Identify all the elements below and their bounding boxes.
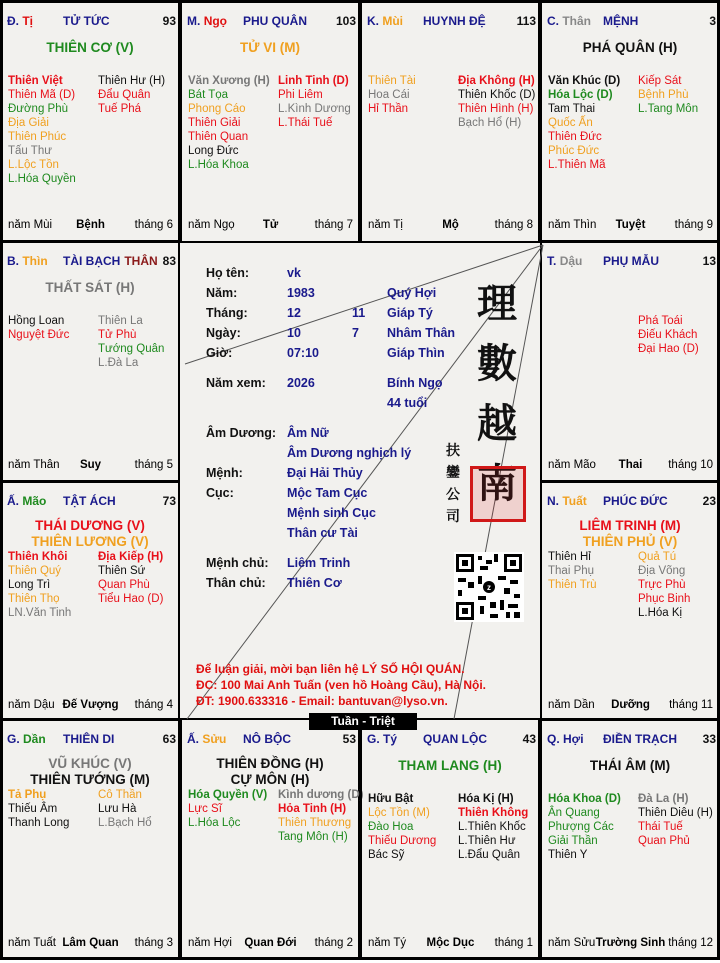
branch-name: Hợi bbox=[563, 732, 584, 746]
month-label: tháng 10 bbox=[668, 459, 713, 471]
month-label: Tháng: bbox=[206, 306, 248, 320]
stem-code: Q. bbox=[547, 732, 560, 746]
star: Tướng Quân bbox=[98, 343, 165, 355]
star: Địa Không (H) bbox=[458, 75, 535, 87]
star: Đào Hoa bbox=[368, 821, 414, 833]
month-label: tháng 5 bbox=[134, 459, 173, 471]
hour-label: Giờ: bbox=[206, 346, 233, 360]
star: Phúc Đức bbox=[548, 145, 600, 157]
palace-name: MỆNH bbox=[603, 14, 639, 28]
stem-code: G. bbox=[7, 732, 20, 746]
hour-value: 07:10 bbox=[287, 346, 319, 360]
palace-age-number: 23 bbox=[702, 494, 716, 508]
star: Hồng Loan bbox=[8, 315, 65, 327]
center-info-panel bbox=[184, 244, 542, 721]
branch-name: Mão bbox=[22, 494, 47, 508]
star: Quan Phù bbox=[98, 579, 150, 591]
year-label: năm Tý bbox=[368, 937, 407, 949]
life-phase: Suy bbox=[79, 459, 102, 471]
cuc-value: Mộc Tam Cục bbox=[287, 486, 368, 500]
calligraphy-logo: 理數越南 bbox=[477, 280, 517, 507]
contact-phone-email: ĐT: 1900.633316 - Email: bantuvan@lyso.vn. bbox=[196, 694, 448, 708]
life-phase: Thai bbox=[618, 459, 643, 471]
branch-name: Ngọ bbox=[203, 14, 228, 28]
star: Kiếp Sát bbox=[638, 75, 682, 87]
star: Thiên La bbox=[98, 315, 143, 327]
star: Thiên Sứ bbox=[98, 565, 146, 577]
star: Bác Sỹ bbox=[368, 849, 405, 861]
branch-name: Tý bbox=[383, 732, 398, 746]
stem-code: M. bbox=[187, 14, 201, 28]
star: L.Kình Dương bbox=[278, 103, 351, 115]
stem-code: Ấ. bbox=[7, 494, 19, 508]
life-phase: Mộ bbox=[442, 219, 459, 231]
month-label: tháng 9 bbox=[674, 219, 713, 231]
stem-code: T. bbox=[547, 254, 557, 268]
palace-age-number: 63 bbox=[162, 732, 176, 746]
tuan-triet-label: Tuần - Triệt bbox=[309, 713, 417, 730]
star: Văn Xương (H) bbox=[188, 75, 270, 87]
star: L.Thiên Mã bbox=[548, 159, 606, 171]
hour-can-chi: Giáp Thìn bbox=[387, 346, 445, 360]
destiny-label: Mệnh: bbox=[206, 466, 243, 480]
branch-name: Dần bbox=[23, 732, 46, 746]
stem-code: N. bbox=[547, 494, 559, 508]
branch-name: Dậu bbox=[559, 254, 583, 268]
star: Thiên Không bbox=[458, 807, 529, 819]
star: Lưu Hà bbox=[98, 803, 137, 815]
palace-name: HUYNH ĐỆ bbox=[423, 14, 486, 28]
life-phase: Bệnh bbox=[76, 219, 105, 231]
star: Tam Thai bbox=[548, 103, 596, 115]
view-year-label: Năm xem: bbox=[206, 376, 266, 390]
star: Tấu Thư bbox=[8, 145, 52, 157]
palace-name: TÀI BẠCH bbox=[63, 254, 121, 268]
palace-age-number: 33 bbox=[702, 732, 716, 746]
main-star: THIÊN CƠ (V) bbox=[46, 40, 134, 55]
main-star: LIÊM TRINH (M) bbox=[579, 518, 681, 533]
main-star: THÁI DƯƠNG (V) bbox=[35, 518, 145, 533]
qr-code-icon bbox=[454, 552, 524, 622]
star: Linh Tinh (D) bbox=[278, 75, 349, 87]
star: Thiên Diêu (H) bbox=[638, 807, 713, 819]
star: Giải Thần bbox=[548, 835, 598, 847]
palace-name: NÔ BỘC bbox=[243, 732, 291, 746]
star: Long Đức bbox=[188, 145, 239, 157]
palace-age-number: 3 bbox=[709, 14, 716, 28]
main-star: THIÊN ĐỒNG (H) bbox=[216, 756, 324, 771]
star: Hỏa Tinh (H) bbox=[278, 803, 347, 815]
palace-name: TẬT ÁCH bbox=[63, 494, 116, 508]
year-label: năm Mão bbox=[548, 459, 596, 471]
view-year-can-chi: Bính Ngọ bbox=[387, 376, 443, 390]
star: Thiên Khốc (D) bbox=[458, 89, 536, 101]
star: L.Đà La bbox=[98, 357, 139, 369]
star: Phi Liêm bbox=[278, 89, 323, 101]
life-phase: Dưỡng bbox=[611, 699, 650, 711]
star: Hóa Lộc (D) bbox=[548, 89, 613, 101]
star: Đà La (H) bbox=[638, 793, 689, 805]
palace-age-number: 53 bbox=[342, 732, 356, 746]
star: Trực Phù bbox=[638, 579, 686, 591]
star: Thiên Hư (H) bbox=[98, 75, 166, 87]
main-star: THÁI ÂM (M) bbox=[589, 758, 671, 773]
star: Hóa Kị (H) bbox=[458, 793, 514, 805]
month-can-chi: Giáp Tý bbox=[387, 306, 433, 320]
calligraphy-small: 扶鑾公司 bbox=[446, 443, 460, 525]
star: Thiên Quý bbox=[8, 565, 62, 577]
stem-code: K. bbox=[367, 14, 379, 28]
age-value: 44 tuổi bbox=[387, 396, 428, 410]
star: Đại Hao (D) bbox=[638, 343, 699, 355]
palace-name: QUAN LỘC bbox=[423, 732, 487, 746]
star: Thai Phụ bbox=[548, 565, 595, 577]
palace-age-number: 83 bbox=[162, 254, 176, 268]
star: Hỉ Thần bbox=[368, 103, 409, 115]
star: Thái Tuế bbox=[638, 821, 683, 833]
star: Thiên Thương bbox=[278, 817, 352, 829]
star: Quan Phủ bbox=[638, 835, 690, 847]
star: Thiên Quan bbox=[188, 131, 249, 143]
palace-name: PHU QUÂN bbox=[243, 14, 308, 28]
star: L.Hóa Quyền bbox=[8, 173, 76, 185]
star: Bệnh Phù bbox=[638, 89, 689, 101]
star: L.Hóa Khoa bbox=[188, 159, 249, 171]
star: Thiếu Dương bbox=[368, 835, 437, 847]
destiny-value: Đại Hải Thủy bbox=[287, 466, 363, 480]
branch-name: Tị bbox=[22, 14, 34, 28]
star: Thiên Y bbox=[548, 849, 588, 861]
star: Thiên Phúc bbox=[8, 131, 67, 143]
month-label: tháng 4 bbox=[134, 699, 173, 711]
year-label: năm Tị bbox=[368, 219, 403, 231]
year-value: 1983 bbox=[287, 286, 315, 300]
star: Phong Cáo bbox=[188, 103, 246, 115]
star: Tang Môn (H) bbox=[278, 831, 348, 843]
year-label: năm Sửu bbox=[548, 937, 596, 949]
life-phase: Tuyệt bbox=[615, 219, 646, 231]
red-seal-icon bbox=[470, 466, 526, 522]
main-star: TỬ VI (M) bbox=[240, 40, 300, 55]
star: Quốc Ấn bbox=[548, 117, 593, 129]
year-can-chi: Quý Hợi bbox=[387, 286, 437, 300]
star: Hoa Cái bbox=[368, 89, 410, 101]
palace-name: TỬ TỨC bbox=[63, 14, 110, 28]
star: LN.Văn Tinh bbox=[8, 607, 72, 619]
star: Địa Kiếp (H) bbox=[98, 551, 164, 563]
year-label: Năm: bbox=[206, 286, 238, 300]
life-phase: Đế Vượng bbox=[62, 699, 119, 711]
main-star: THAM LANG (H) bbox=[398, 758, 502, 773]
star: Địa Võng bbox=[638, 565, 686, 577]
stem-code: C. bbox=[547, 14, 559, 28]
yin-yang-value: Âm Nữ bbox=[287, 426, 329, 440]
stem-code: G. bbox=[367, 732, 380, 746]
star: Kình dương (D) bbox=[278, 789, 364, 801]
than-marker: THÂN bbox=[124, 254, 158, 268]
yin-yang-label: Âm Dương: bbox=[206, 426, 277, 440]
contact-address: ĐC: 100 Mai Anh Tuấn (ven hồ Hoàng Cầu), Hà Nội. bbox=[196, 678, 487, 692]
cuc-relation: Mệnh sinh Cục bbox=[287, 506, 376, 520]
stem-code: Ấ. bbox=[187, 732, 199, 746]
stem-code: B. bbox=[7, 254, 19, 268]
branch-name: Sửu bbox=[202, 732, 227, 746]
year-label: năm Thân bbox=[8, 459, 60, 471]
life-phase: Quan Đới bbox=[244, 937, 297, 949]
star: Thiên Thọ bbox=[8, 593, 60, 605]
than-chu-value: Thiên Cơ bbox=[287, 576, 342, 590]
contact-line-1: Để luận giải, mời bạn liên hệ LÝ SỐ HỘI QUÁN. bbox=[196, 662, 465, 676]
menh-chu-label: Mệnh chủ: bbox=[206, 556, 269, 570]
month-label: tháng 8 bbox=[494, 219, 533, 231]
star: Thiên Tài bbox=[368, 75, 416, 87]
yin-yang-relation: Âm Dương nghịch lý bbox=[287, 446, 412, 460]
star: Quả Tú bbox=[638, 551, 677, 563]
day-value: 10 bbox=[287, 326, 301, 340]
palace-age-number: 73 bbox=[162, 494, 176, 508]
month-label: tháng 11 bbox=[669, 699, 713, 711]
star: L.Lộc Tồn bbox=[8, 159, 59, 171]
star: L.Đẩu Quân bbox=[458, 849, 521, 861]
star: Phục Binh bbox=[638, 593, 691, 605]
palace-age-number: 43 bbox=[522, 732, 536, 746]
star: Thiếu Âm bbox=[8, 803, 58, 815]
main-star: CỰ MÔN (H) bbox=[230, 772, 310, 787]
day-can-chi: Nhâm Thân bbox=[387, 326, 456, 340]
day-label: Ngày: bbox=[206, 326, 241, 340]
star: Nguyệt Đức bbox=[8, 329, 70, 341]
star: L.Hóa Lộc bbox=[188, 817, 241, 829]
month-label: tháng 1 bbox=[494, 937, 533, 949]
palace-age-number: 113 bbox=[516, 14, 536, 28]
star: Ân Quang bbox=[548, 807, 600, 819]
svg-text:z: z bbox=[487, 583, 491, 592]
menh-chu-value: Liêm Trinh bbox=[287, 556, 351, 570]
main-star: PHÁ QUÂN (H) bbox=[582, 40, 678, 55]
cuc-label: Cục: bbox=[206, 486, 234, 500]
branch-name: Thìn bbox=[22, 254, 48, 268]
star: L.Bạch Hổ bbox=[98, 817, 152, 829]
star: Hữu Bật bbox=[368, 793, 414, 805]
star: Văn Khúc (D) bbox=[548, 75, 621, 87]
star: Thiên Trù bbox=[548, 579, 597, 591]
star: L.Thiên Hư bbox=[458, 835, 516, 847]
month-label: tháng 12 bbox=[668, 937, 713, 949]
month-label: tháng 6 bbox=[134, 219, 173, 231]
year-label: năm Tuất bbox=[8, 937, 56, 949]
star: Đường Phù bbox=[8, 103, 68, 115]
palace-name: PHỤ MẪU bbox=[603, 254, 659, 268]
star: Long Trì bbox=[8, 579, 51, 591]
palace-name: THIÊN DI bbox=[63, 732, 115, 746]
star: Thiên Đức bbox=[548, 131, 602, 143]
star: Thiên Hỉ bbox=[548, 551, 591, 563]
view-year-value: 2026 bbox=[287, 376, 315, 390]
branch-name: Thân bbox=[562, 14, 592, 28]
year-label: năm Thìn bbox=[548, 219, 597, 231]
star: Hóa Khoa (D) bbox=[548, 793, 621, 805]
than-cu: Thân cư Tài bbox=[287, 526, 358, 540]
year-label: năm Dậu bbox=[8, 699, 55, 711]
main-star: THẤT SÁT (H) bbox=[45, 280, 135, 295]
day-lunar: 7 bbox=[352, 326, 359, 340]
month-lunar: 11 bbox=[352, 306, 366, 320]
star: Phá Toái bbox=[638, 315, 683, 327]
branch-name: Mùi bbox=[382, 14, 404, 28]
star: L.Hóa Kị bbox=[638, 607, 683, 619]
month-value: 12 bbox=[287, 306, 301, 320]
than-chu-label: Thân chủ: bbox=[206, 576, 266, 590]
life-phase: Lâm Quan bbox=[62, 937, 119, 949]
star: Tả Phụ bbox=[8, 789, 47, 801]
stem-code: Đ. bbox=[7, 14, 19, 28]
star: Thiên Hình (H) bbox=[458, 103, 534, 115]
month-label: tháng 7 bbox=[314, 219, 353, 231]
star: Tiểu Hao (D) bbox=[98, 593, 164, 605]
year-label: năm Ngọ bbox=[188, 219, 235, 231]
star: Địa Giải bbox=[8, 117, 49, 129]
name-label: Họ tên: bbox=[206, 266, 250, 280]
star: Cô Thần bbox=[98, 789, 142, 801]
star: Đẩu Quân bbox=[98, 89, 151, 101]
star: Tuế Phá bbox=[98, 103, 142, 115]
star: Thiên Mã (D) bbox=[8, 89, 76, 101]
star: Lộc Tồn (M) bbox=[368, 807, 430, 819]
star: Tử Phù bbox=[98, 329, 137, 341]
star: L.Thái Tuế bbox=[278, 117, 333, 129]
palace-age-number: 13 bbox=[702, 254, 716, 268]
star: Thiên Khôi bbox=[8, 551, 68, 563]
star: Bạch Hổ (H) bbox=[458, 117, 522, 129]
main-star: THIÊN TƯỚNG (M) bbox=[30, 772, 150, 787]
month-label: tháng 2 bbox=[314, 937, 353, 949]
star: Phượng Các bbox=[548, 821, 614, 833]
palace-age-number: 103 bbox=[335, 14, 356, 28]
star: Thiên Việt bbox=[8, 75, 63, 87]
star: Điếu Khách bbox=[638, 329, 698, 341]
star: Bát Tọa bbox=[188, 89, 229, 101]
main-star: VŨ KHÚC (V) bbox=[48, 756, 132, 771]
palace-name: ĐIỀN TRẠCH bbox=[603, 732, 677, 746]
palace-name: PHÚC ĐỨC bbox=[603, 494, 668, 508]
main-star: THIÊN PHỦ (V) bbox=[582, 534, 678, 549]
palace-age-number: 93 bbox=[162, 14, 176, 28]
life-phase: Tử bbox=[262, 219, 279, 231]
year-label: năm Dần bbox=[548, 699, 595, 711]
star: Lực Sĩ bbox=[188, 803, 222, 815]
branch-name: Tuất bbox=[562, 494, 587, 508]
month-label: tháng 3 bbox=[134, 937, 173, 949]
name-value: vk bbox=[287, 266, 301, 280]
star: Thanh Long bbox=[8, 817, 70, 829]
year-label: năm Mùi bbox=[8, 219, 53, 231]
life-phase: Trường Sinh bbox=[595, 937, 666, 949]
star: L.Thiên Khốc bbox=[458, 821, 526, 833]
life-phase: Mộc Dục bbox=[426, 937, 475, 949]
star: Hóa Quyền (V) bbox=[188, 789, 268, 801]
star: Thiên Giải bbox=[188, 117, 241, 129]
star: L.Tang Môn bbox=[638, 103, 699, 115]
main-star: THIÊN LƯƠNG (V) bbox=[31, 534, 149, 549]
year-label: năm Hợi bbox=[188, 937, 232, 949]
